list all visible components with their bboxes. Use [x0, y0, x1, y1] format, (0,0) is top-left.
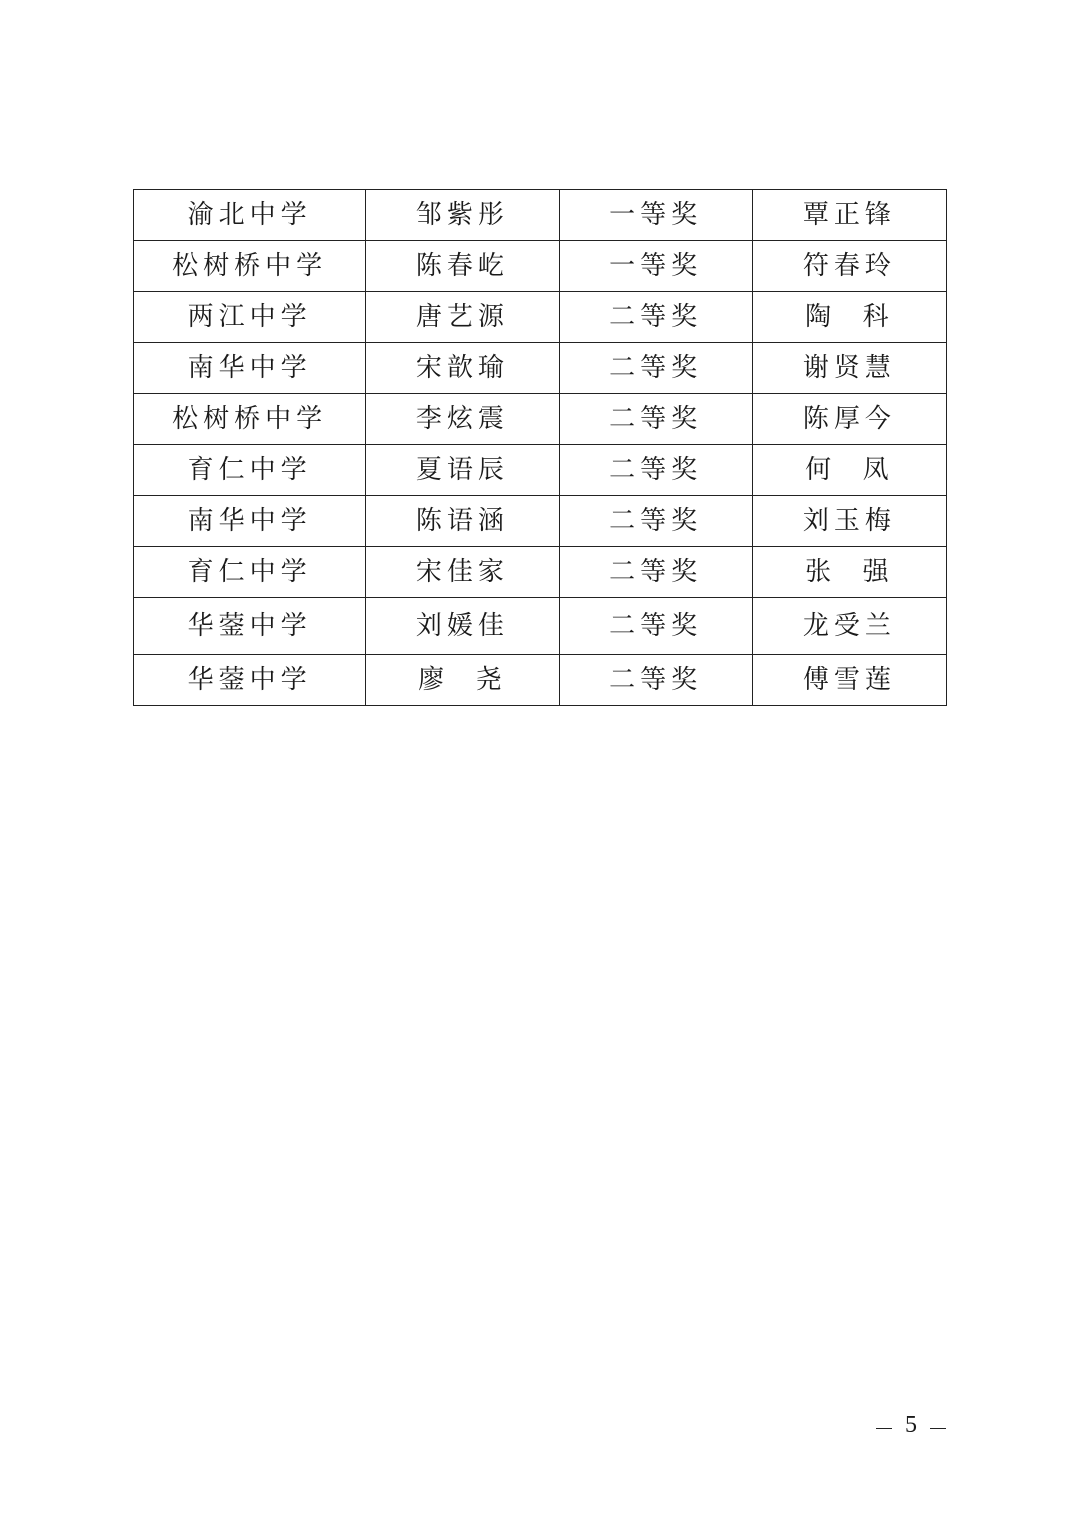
page-number	[876, 1410, 946, 1440]
school-cell: 育仁中学	[134, 547, 366, 598]
table-row	[134, 190, 947, 241]
table-row	[134, 547, 947, 598]
teacher-cell: 陶 科	[752, 292, 946, 343]
school-cell: 育仁中学	[134, 445, 366, 496]
teacher-cell: 张 强	[752, 547, 946, 598]
school-cell: 松树桥中学	[134, 241, 366, 292]
student-cell: 唐艺源	[366, 292, 559, 343]
student-cell: 邹紫彤	[366, 190, 559, 241]
teacher-cell: 符春玲	[752, 241, 946, 292]
teacher-cell: 龙受兰	[752, 598, 946, 655]
table-row	[134, 343, 947, 394]
teacher-cell: 何 凤	[752, 445, 946, 496]
award-cell: 一等奖	[559, 190, 752, 241]
student-cell: 夏语辰	[366, 445, 559, 496]
school-cell: 南华中学	[134, 343, 366, 394]
award-cell: 二等奖	[559, 343, 752, 394]
page-number-value: 5	[905, 1412, 917, 1438]
teacher-cell: 谢贤慧	[752, 343, 946, 394]
table-row	[134, 598, 947, 655]
school-cell: 松树桥中学	[134, 394, 366, 445]
student-cell: 刘媛佳	[366, 598, 559, 655]
award-cell: 二等奖	[559, 445, 752, 496]
teacher-cell: 傅雪莲	[752, 655, 946, 706]
teacher-cell: 刘玉梅	[752, 496, 946, 547]
table-row	[134, 394, 947, 445]
award-cell: 二等奖	[559, 598, 752, 655]
award-cell: 二等奖	[559, 496, 752, 547]
school-cell: 华蓥中学	[134, 655, 366, 706]
student-cell: 廖 尧	[366, 655, 559, 706]
student-cell: 宋歆瑜	[366, 343, 559, 394]
teacher-cell: 覃正锋	[752, 190, 946, 241]
page-number-dash-right	[930, 1428, 946, 1429]
school-cell: 两江中学	[134, 292, 366, 343]
table-row	[134, 292, 947, 343]
page-number-dash-left	[876, 1428, 892, 1429]
school-cell: 南华中学	[134, 496, 366, 547]
award-cell: 二等奖	[559, 655, 752, 706]
student-cell: 宋佳家	[366, 547, 559, 598]
table-row	[134, 241, 947, 292]
teacher-cell: 陈厚今	[752, 394, 946, 445]
award-cell: 一等奖	[559, 241, 752, 292]
school-cell: 华蓥中学	[134, 598, 366, 655]
student-cell: 陈春屹	[366, 241, 559, 292]
award-cell: 二等奖	[559, 394, 752, 445]
award-table-body	[134, 190, 947, 706]
award-cell: 二等奖	[559, 292, 752, 343]
table-row	[134, 655, 947, 706]
student-cell: 陈语涵	[366, 496, 559, 547]
school-cell: 渝北中学	[134, 190, 366, 241]
table-row	[134, 445, 947, 496]
table-row	[134, 496, 947, 547]
award-cell: 二等奖	[559, 547, 752, 598]
award-table	[133, 189, 947, 706]
student-cell: 李炫震	[366, 394, 559, 445]
